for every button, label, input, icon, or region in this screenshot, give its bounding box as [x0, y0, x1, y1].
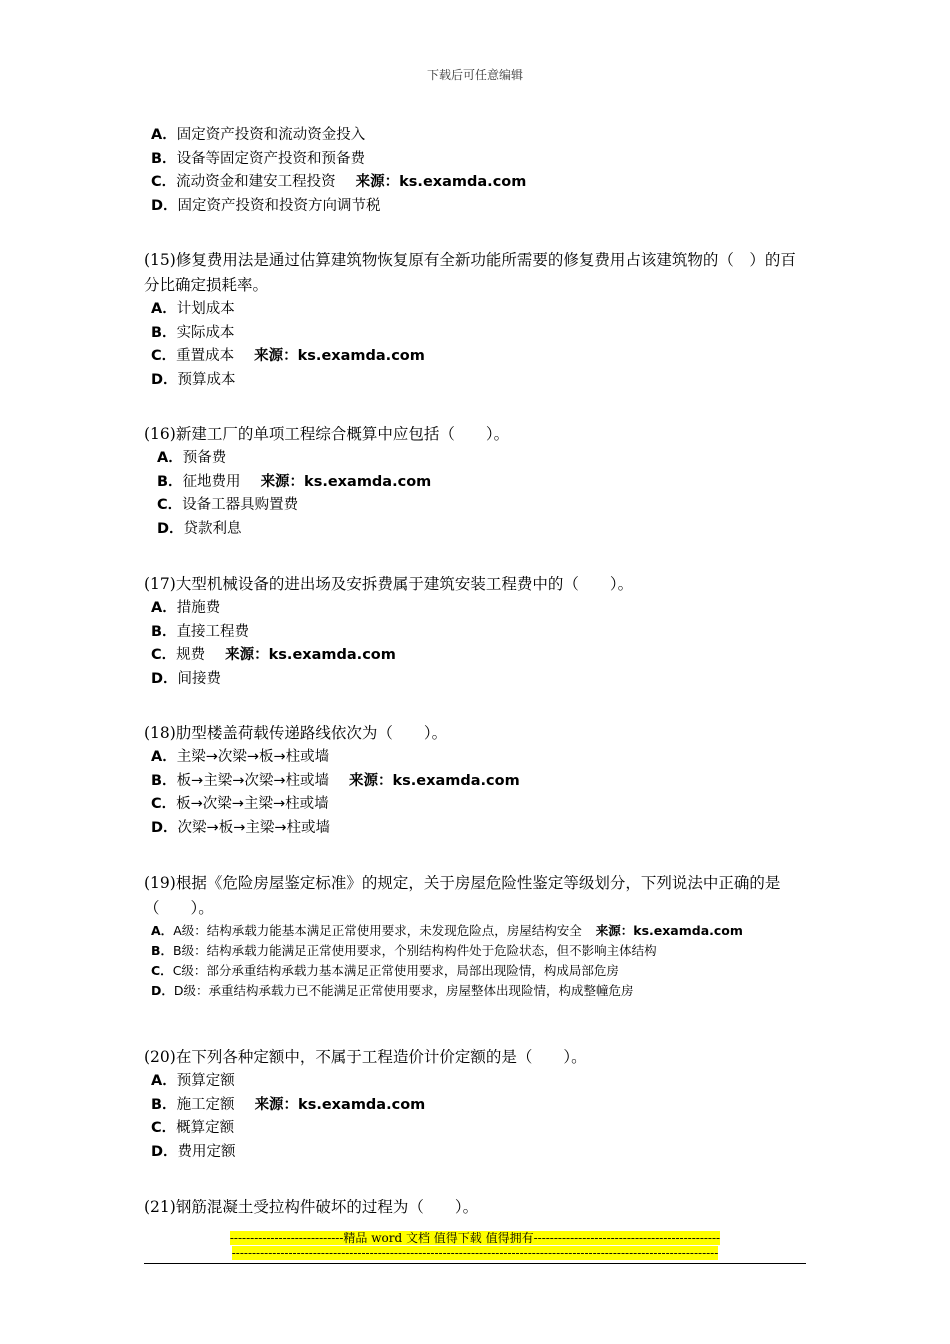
- option-a: A．计划成本: [151, 301, 235, 317]
- question-21: [144, 1195, 808, 1220]
- option-c: C．板→次梁→主梁→柱或墙: [151, 796, 329, 812]
- option-a: A．预算定额: [151, 1073, 235, 1089]
- question-stem: (19)根据《危险房屋鉴定标准》的规定，关于房屋危险性鉴定等级划分，下列说法中正确的是（ ）。: [144, 874, 781, 917]
- option-a: A．主梁→次梁→板→柱或墙: [151, 749, 330, 765]
- question-stem: (17)大型机械设备的进出场及安拆费属于建筑安装工程费中的（ ）。: [144, 575, 634, 593]
- footer-banner-line-1: ----------------------------精品 word 文档 值得下载 值得拥有----------------------------------------------: [229, 1231, 721, 1245]
- question-20: [144, 1045, 808, 1164]
- option-d: D．贷款利息: [157, 520, 242, 537]
- source-note: 来源：ks.examda.com: [355, 174, 527, 190]
- option-c: C．规费 来源：ks.examda.com: [151, 647, 396, 663]
- source-note: 来源：ks.examda.com: [254, 348, 425, 364]
- option-d: D．费用定额: [151, 1143, 236, 1160]
- question-17: [144, 572, 808, 691]
- question-stem: (18)肋型楼盖荷载传递路线依次为（ ）。: [144, 724, 448, 742]
- option-c: C．设备工器具购置费: [157, 497, 299, 513]
- option-b: B．直接工程费: [151, 623, 250, 640]
- footer-banner-line-2: ------------------------------------------------------------------------------------------------------------------------: [231, 1246, 719, 1260]
- option-c: C．C级：部分承重结构承载力基本满足正常使用要求，局部出现险情，构成局部危房: [151, 963, 619, 978]
- option-d: D．预算成本: [151, 371, 236, 388]
- question-14: [144, 124, 808, 218]
- question-19: [144, 871, 808, 1001]
- question-stem: (21)钢筋混凝土受拉构件破坏的过程为（ ）。: [144, 1198, 479, 1216]
- footer-divider: [144, 1263, 806, 1264]
- question-18: [144, 721, 808, 840]
- option-d: D．次梁→板→主梁→柱或墙: [151, 819, 330, 836]
- option-b: B．施工定额 来源：ks.examda.com: [151, 1096, 426, 1113]
- option-b: B．板→主梁→次梁→柱或墙 来源：ks.examda.com: [151, 772, 520, 789]
- option-c: C．流动资金和建安工程投资 来源：ks.examda.com: [151, 174, 527, 190]
- question-stem: (15)修复费用法是通过估算建筑物恢复原有全新功能所需要的修复费用占该建筑物的（ ）的百分比确定损耗率。: [144, 251, 796, 294]
- question-16: [144, 422, 808, 541]
- option-d: D．固定资产投资和投资方向调节税: [151, 197, 381, 214]
- option-a: A．固定资产投资和流动资金投入: [151, 127, 366, 143]
- option-b: B．设备等固定资产投资和预备费: [151, 150, 366, 167]
- question-15: [144, 248, 808, 392]
- option-b: B．征地费用 来源：ks.examda.com: [157, 473, 432, 490]
- option-a: A．预备费: [157, 450, 227, 466]
- source-note: 来源：ks.examda.com: [260, 473, 432, 490]
- question-stem: (16)新建工厂的单项工程综合概算中应包括（ ）。: [144, 425, 510, 443]
- option-a: A．措施费: [151, 600, 221, 616]
- option-b: B．B级：结构承载力能满足正常使用要求，个别结构构件处于危险状态，但不影响主体结构: [151, 943, 657, 958]
- source-note: 来源：ks.examda.com: [349, 772, 520, 789]
- option-c: C．重置成本 来源：ks.examda.com: [151, 348, 425, 364]
- option-d: D．D级：承重结构承载力已不能满足正常使用要求，房屋整体出现险情，构成整幢危房: [151, 983, 634, 998]
- source-note: 来源：ks.examda.com: [225, 647, 396, 663]
- option-a: A．A级：结构承载力能基本满足正常使用要求，未发现危险点，房屋结构安全 来源：ks.examda.com: [151, 923, 743, 938]
- option-c: C．概算定额: [151, 1120, 235, 1136]
- source-note: 来源：ks.examda.com: [254, 1096, 426, 1113]
- page-header: 下载后可任意编辑: [426, 68, 523, 82]
- option-d: D．间接费: [151, 670, 222, 687]
- option-b: B．实际成本: [151, 324, 235, 341]
- source-note: 来源：ks.examda.com: [595, 923, 743, 938]
- question-stem: (20)在下列各种定额中，不属于工程造价计价定额的是（ ）。: [144, 1048, 587, 1066]
